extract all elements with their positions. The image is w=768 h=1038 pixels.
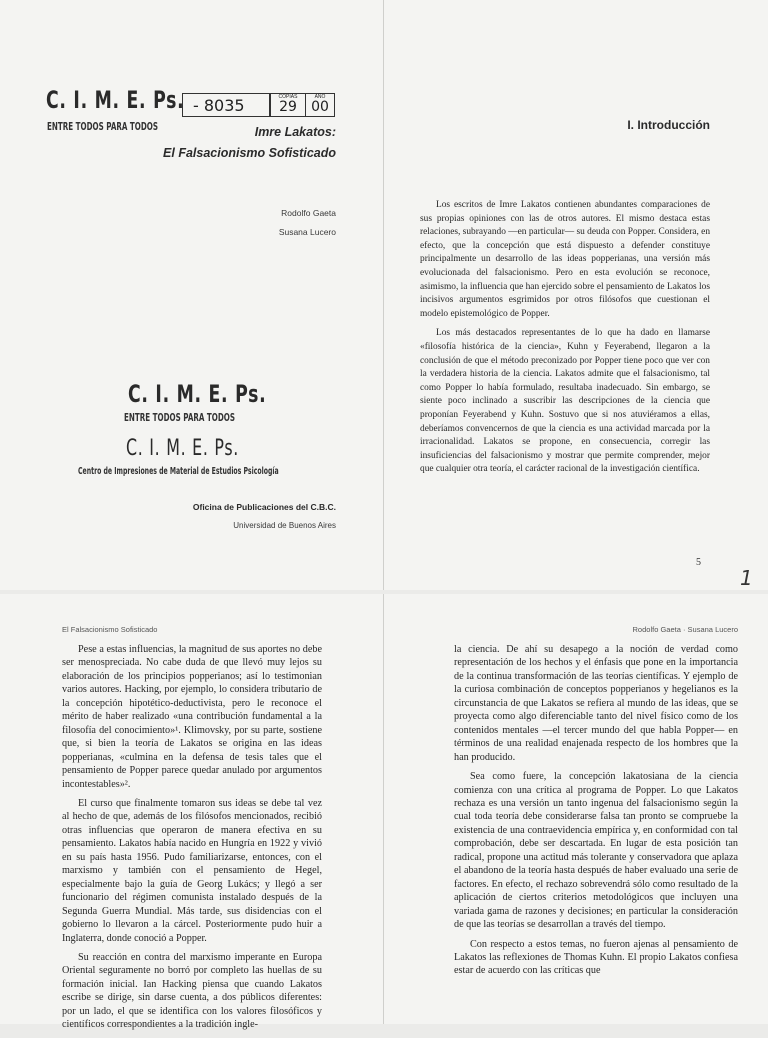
right-paragraph-1: la ciencia. De ahí su desapego a la noción de verdad como representación de los hechos y el énfasis que pone en la importancia de la continua transformación de las teorías científicas. Y ejemplo de la curiosa combinación de conceptos popperianos y hegelianos es la circunstancia de que Lakatos se refiera al mundo de las ideas, que se proyecta como algo diferenciable tanto del nivel físico como de los contenidos mentales —el tercer mundo del que habla Popper— en términos de una realidad enajenada respecto de los hombres que la han producido. xyxy=(454,644,738,763)
right-running-head: Rodolfo Gaeta · Susana Lucero xyxy=(632,625,738,634)
intro-heading: I. Introducción xyxy=(627,118,710,132)
stamp-mid-title: C. I. M. E. Ps. xyxy=(128,380,267,408)
copia-label: COPIAS xyxy=(278,94,298,100)
left-paragraph-1: Pese a estas influencias, la magnitud de sus aportes no debe ser menospreciada. No cabe duda de que llevó muy lejos su elaboración de los principios popperianos; así lo testimonian varios autores. Hacking, por ejemplo, lo considera tributario de la concepción hipotético-deductivista, pero le reconoce el mérito de haber realizado «una contribución fundamental a la filosofía del conocimiento»¹. Klimovsky, por su parte, sostiene que, si bien la teoría de Lakatos se origina en las ideas popperianas, «culmina en la defensa de tesis tales que el pensamiento de Popper parece quedar anulado por argumentos incontestables»². xyxy=(62,644,322,790)
stamp-top-title: C. I. M. E. Ps. xyxy=(46,86,185,114)
right-body xyxy=(454,643,738,984)
intro-paragraph-1: Los escritos de Imre Lakatos contienen abundantes comparaciones de sus propias opiniones con las de otros autores. El mismo destaca estas relaciones, subrayando —en particular— su deuda con Popper. Considera, en efecto, que la concepción que está dispuesto a defender constituye principalmente un desarrollo de las ideas popperianas, una versión más evolucionada del falsacionismo. Pero en esta evolución se reconoce, asimismo, la influencia que han ejercido sobre el pensamiento de Lakatos los incisivos argumentos esgrimidos por otros filósofos que cuestionan el modelo epistemológico de Popper. xyxy=(420,200,711,319)
left-running-head: El Falsacionismo Sofisticado xyxy=(62,625,158,634)
author-2: Susana Lucero xyxy=(278,227,336,237)
page-number: 5 xyxy=(696,557,701,568)
left-text-page xyxy=(0,594,384,1031)
stamp-top-sub: ENTRE TODOS PARA TODOS xyxy=(47,120,158,133)
anio-box xyxy=(305,93,335,117)
inventory-stamp xyxy=(182,93,332,119)
intro-page xyxy=(384,0,768,590)
intro-paragraph-2: Los más destacados representantes de lo que ha dado en llamarse «filosofía histórica de la ciencia», Kuhn y Feyerabend, llegaron a la conclusión de que el método preconizado por Popper tiene poco que ver con la verdadera historia de la ciencia. Lakatos admite que el falsacionismo, tal como Popper lo había formulado, resultaba inadecuado. Sin embargo, se siente poco inclinado a suscribir las descripciones de la ciencia que proponían Feyerabend y Kuhn. Sostuvo que si nos atuviéramos a ellas, deberíamos convencernos de que la ciencia es una actividad marcada por la irracionalidad. Lakatos se propone, en consecuencia, corregir las insuficiencias del falsacionismo y mostrar que permite comprender, mejor que cualquier otra teoría, el carácter racional de la investigación científica. xyxy=(420,328,710,475)
intro-body xyxy=(420,199,710,483)
stamp-mid-sub: ENTRE TODOS PARA TODOS xyxy=(124,411,235,424)
left-paragraph-2: El curso que finalmente tomaron sus ideas se debe tal vez al hecho de que, además de los filósofos mencionados, recibió otras influencias que operaron de manera efectiva en su pensamiento. Lakatos había nacido en Hungría en 1922 y vivió en su país hasta 1956. Pudo familiarizarse, entonces, con el marxismo y también con el pensamiento de Hegel, especialmente bajo la guía de Georg Lukács; y llegó a ser funcionario del régimen comunista instalado después de la Segunda Guerra Mundial. Más tarde, sus disidencias con el gobierno lo llevaron a la cárcel. Posteriormente pudo huir a Inglaterra, donde conoció a Popper. xyxy=(62,797,322,944)
stamp-low-sub: Centro de Impresiones de Material de Estudios Psicología xyxy=(78,466,279,477)
left-body xyxy=(62,643,322,1038)
right-paragraph-3: Con respecto a estos temas, no fueron ajenas al pensamiento de Lakatos las reflexiones de Thomas Kuhn. El propio Lakatos confiesa estar de acuerdo con las críticas que xyxy=(454,938,738,977)
anio-label: AÑO xyxy=(314,94,326,100)
university: Universidad de Buenos Aires xyxy=(233,521,336,530)
left-paragraph-3: Su reacción en contra del marxismo imperante en Europa Oriental seguramente no borró por completo las huellas de su formación inicial. Ian Hacking piensa que cuando Lakatos escribe se dirige, sin darse cuenta, a dos públicos diferentes: por un lado, el que se identifica con los valores filosóficos y científicos correspondientes a la tradición ingle- xyxy=(62,951,322,1031)
copia-box xyxy=(270,93,306,117)
right-paragraph-2: Sea como fuere, la concepción lakatosiana de la ciencia comienza con una crítica al programa de Popper. Lo que Lakatos rechaza es una versión un tanto ingenua del falsacionismo según la cual toda teoría debe considerarse falsa tan pronto se compruebe la existencia de una contraevidencia empírica y, en conformidad con tal comprobación, debe ser descartada. En lugar de esta posición tan radical, propone una actitud más tolerante y conservadora que aplaza el abandono de la teoría hasta después de haber evaluado una serie de factores. En efecto, el rechazo sobrevendrá sólo como resultado de la aplicación de ciertos criterios metodológicos que incluyen una variada gama de razones y decisiones; en particular la consideración de que las teorías se desarrollan a través del tiempo. xyxy=(454,771,738,931)
stamp-low-title: C. I. M. E. Ps. xyxy=(126,436,240,461)
anio-value: 00 xyxy=(311,99,329,115)
author-title: Imre Lakatos: xyxy=(254,125,336,139)
publisher: Oficina de Publicaciones del C.B.C. xyxy=(192,502,336,512)
handwritten-number: 1 xyxy=(740,566,753,590)
copia-value: 29 xyxy=(279,99,297,115)
book-title: El Falsacionismo Sofisticado xyxy=(163,146,336,160)
right-text-page xyxy=(384,594,768,1024)
author-1: Rodolfo Gaeta xyxy=(281,208,336,218)
cover-page xyxy=(0,0,384,590)
inventory-number: - 8035 xyxy=(182,93,270,117)
